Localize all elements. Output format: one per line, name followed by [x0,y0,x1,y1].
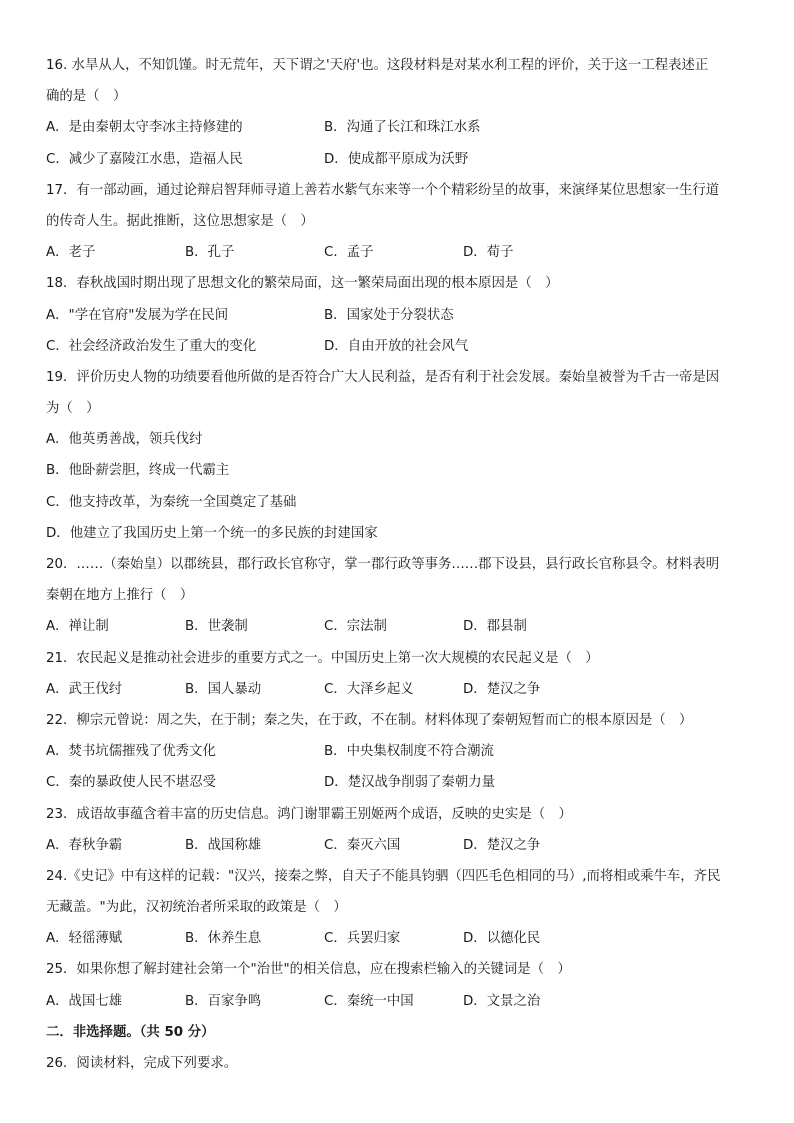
option-c: C．秦统一中国 [324,993,414,1009]
question-text-line: 20．……（秦始皇）以郡统县，郡行政长官称守，掌一郡行政等事务……郡下设县，县行政长官称县令。材料表明 [46,557,720,572]
option-a: A．老子 [46,245,96,261]
option-c: C．兵罢归家 [324,931,401,947]
option-a: A．焚书坑儒摧残了优秀文化 [46,744,216,760]
option-b: B．国人暴动 [185,681,262,697]
option-a: A．他英勇善战，领兵伐纣 [46,432,203,448]
option-row [46,923,748,954]
option-c: C．大泽乡起义 [324,681,414,697]
option-a: A．是由秦朝太守李冰主持修建的 [46,120,243,136]
question-17 [46,175,748,269]
option-d: D．荀子 [463,245,514,261]
option-row [46,986,748,1017]
option-a: A．春秋争霸 [46,837,123,853]
option-a: A．轻徭薄赋 [46,931,123,947]
question-text-line: 为（ ） [46,401,100,417]
question-23 [46,799,748,861]
question-25 [46,954,748,1016]
option-a: A．战国七雄 [46,993,123,1009]
option-b: B．中央集权制度不符合潮流 [324,744,494,760]
question-text-line: 17．有一部动画，通过论辩启智拜师寻道上善若水紫气东来等一个个精彩纷呈的故事，来演绎某位思想家一生行道 [46,182,720,198]
option-a: A．禅让制 [46,619,109,635]
exam-page [46,50,748,1079]
question-text-line: 24.《史记》中有这样的记载："汉兴，接秦之弊，自天子不能具钧驷（四匹毛色相同的马）,而将相或乘牛车，齐民 [46,868,721,884]
option-c: C．他支持改革，为秦统一全国奠定了基础 [46,494,297,510]
question-text-line: 无藏盖。"为此，汉初统治者所采取的政策是（ ） [46,900,347,916]
section-title: 二．非选择题。（共 50 分） [46,1024,215,1040]
option-row [46,300,748,331]
option-d: D．郡县制 [463,619,527,635]
option-a: A．武王伐纣 [46,681,123,697]
question-22 [46,705,748,799]
option-d: D．自由开放的社会风气 [324,338,469,354]
question-21 [46,643,748,705]
question-text-line: 18．春秋战国时期出现了思想文化的繁荣局面，这一繁荣局面出现的根本原因是（ ） [46,276,559,292]
question-19 [46,362,748,549]
question-text-line: 的传奇人生。据此推断，这位思想家是（ ） [46,213,314,229]
question-text-line: 16. 水旱从人，不知饥馑。时无荒年，天下谓之'天府'也。这段材料是对某水利工程的评价，关于这一工程表述正 [46,58,709,73]
question-text-line: 确的是（ ） [46,89,127,105]
option-b: B．战国称雄 [185,837,262,853]
option-c: C．秦灭六国 [324,837,401,853]
option-row [46,237,748,268]
question-26-text: 26．阅读材料，完成下列要求。 [46,1056,238,1071]
question-18 [46,268,748,362]
question-text-line: 25．如果你想了解封建社会第一个"治世"的相关信息，应在搜索栏输入的关键词是（ ） [46,962,571,978]
option-d: D．他建立了我国历史上第一个统一的多民族的封建国家 [46,525,378,541]
option-row [46,674,748,705]
question-20 [46,549,748,643]
option-b: B．他卧薪尝胆，终成一代霸主 [46,463,230,479]
option-row [46,736,748,767]
option-b: B．休养生息 [185,931,262,947]
option-c: C．社会经济政治发生了重大的变化 [46,338,257,354]
option-row [46,331,748,362]
option-b: B．世袭制 [185,619,248,635]
option-d: D．楚汉之争 [463,681,541,697]
option-b: B．沟通了长江和珠江水系 [324,120,481,136]
option-b: B．百家争鸣 [185,993,262,1009]
option-c: C．减少了嘉陵江水患，造福人民 [46,151,243,167]
option-d: D．使成都平原成为沃野 [324,151,469,167]
option-c: C．宗法制 [324,619,387,635]
option-row [46,144,748,175]
option-d: D．楚汉战争削弱了秦朝力量 [324,775,495,791]
option-c: C．秦的暴政使人民不堪忍受 [46,775,217,791]
option-row [46,767,748,798]
question-text-line: 19．评价历史人物的功绩要看他所做的是否符合广大人民利益，是否有利于社会发展。秦始皇被誉为千古一帝是因 [46,369,720,385]
option-c: C．孟子 [324,245,374,261]
option-d: D．以德化民 [463,931,541,947]
option-a: A．"学在官府"发展为学在民间 [46,307,229,323]
question-24 [46,861,748,955]
question-text-line: 22．柳宗元曾说：周之失，在于制；秦之失，在于政，不在制。材料体现了秦朝短暂而亡的根本原因是（ ） [46,712,693,728]
question-16 [46,50,748,175]
option-b: B．国家处于分裂状态 [324,307,454,323]
question-text-line: 23．成语故事蕴含着丰富的历史信息。鸿门谢罪霸王别姬两个成语，反映的史实是（ ） [46,806,572,822]
question-text-line: 秦朝在地方上推行（ ） [46,588,194,604]
option-row [46,112,748,143]
option-b: B．孔子 [185,245,235,261]
question-text-line: 21．农民起义是推动社会进步的重要方式之一。中国历史上第一次大规模的农民起义是（ ） [46,650,599,666]
option-d: D．文景之治 [463,993,541,1009]
option-d: D．楚汉之争 [463,837,541,853]
option-row [46,611,748,642]
option-row [46,830,748,861]
